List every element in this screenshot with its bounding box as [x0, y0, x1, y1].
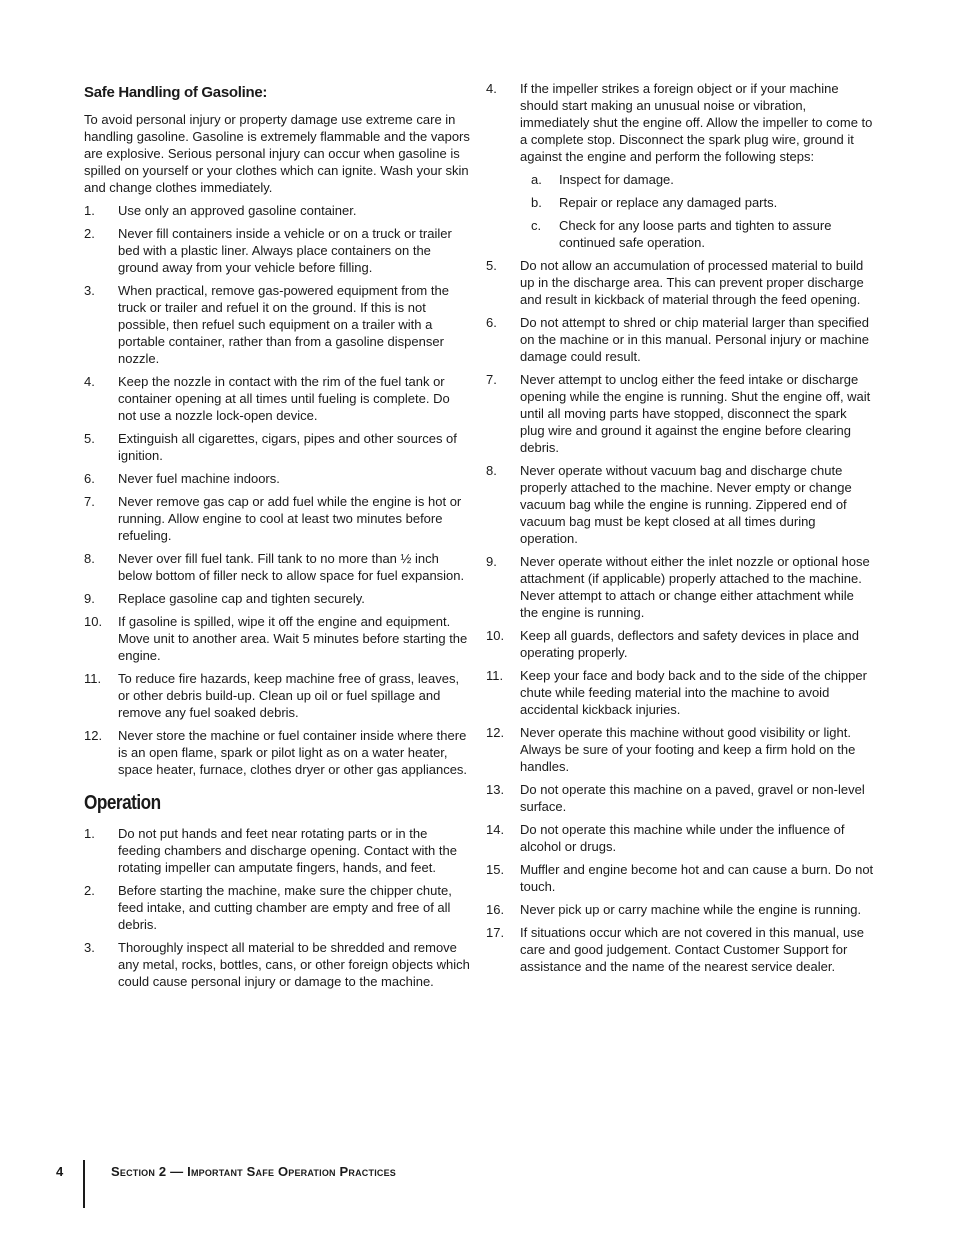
item-number: 8.	[486, 463, 497, 478]
list-item	[84, 493, 470, 544]
item-text: Never attempt to unclog either the feed intake or discharge opening while the engine is running. Shut the engine off, wait until all moving parts have stopped, disconnect the spark plug wire and ground it against the engine before clearing debris.	[520, 372, 871, 455]
item-number: 5.	[84, 431, 95, 446]
item-number: 3.	[84, 283, 95, 298]
item-text: Muffler and engine become hot and can cause a burn. Do not touch.	[520, 862, 874, 894]
item-number: 2.	[84, 226, 95, 241]
footer-divider	[83, 1160, 85, 1208]
list-item	[486, 724, 874, 775]
item-text: Do not put hands and feet near rotating parts or in the feeding chambers and discharge opening. Contact with the rotating impeller can amputate fingers, hands, and feet.	[118, 826, 457, 875]
list-item	[84, 727, 470, 778]
item-text: Do not operate this machine on a paved, gravel or non-level surface.	[520, 782, 865, 814]
list-item	[84, 470, 470, 487]
item-number: 7.	[84, 494, 95, 509]
item-number: 12.	[486, 725, 505, 740]
gasoline-heading: Safe Handling of Gasoline:	[84, 84, 268, 101]
item-text: Never remove gas cap or add fuel while the engine is hot or running. Allow engine to cool at least two minutes before refueling.	[118, 494, 462, 543]
item-text: Never operate without either the inlet nozzle or optional hose attachment (if applicable) properly attached to the machine. Never attempt to attach or change either attachment while the engine is running.	[520, 554, 870, 620]
item-text: Before starting the machine, make sure the chipper chute, feed intake, and cutting chamber are empty and free of all debris.	[118, 883, 452, 932]
gasoline-list	[84, 202, 470, 778]
list-item	[84, 430, 470, 464]
item-number: 11.	[486, 668, 504, 683]
list-item	[84, 590, 470, 607]
item-number: 13.	[486, 782, 505, 797]
page-footer	[56, 1160, 456, 1208]
list-item	[84, 373, 470, 424]
item-number: 15.	[486, 862, 505, 877]
item-number: 3.	[84, 940, 95, 955]
item-number: 1.	[84, 203, 95, 218]
item-number: 16.	[486, 902, 505, 917]
item-text: Do not attempt to shred or chip material larger than specified on the machine or in this manual. Personal injury or machine damage could result.	[520, 315, 870, 364]
list-item	[486, 781, 874, 815]
sub-step-item	[520, 217, 874, 251]
item-text: Use only an approved gasoline container.	[118, 203, 357, 218]
sub-step-list	[520, 171, 874, 251]
list-item	[486, 80, 874, 251]
sub-step-item	[520, 171, 874, 188]
item-text: Never operate this machine without good visibility or light. Always be sure of your footing and keep a firm hold on the handles.	[520, 725, 856, 774]
item-text: If situations occur which are not covered in this manual, use care and good judgement. Contact Customer Support for assistance and the name of the nearest service dealer.	[520, 925, 864, 974]
list-item	[84, 882, 470, 933]
item-number: 9.	[84, 591, 95, 606]
item-text: Do not allow an accumulation of processed material to build up in the discharge area. This can prevent proper discharge and result in kickback of material through the feed opening.	[520, 258, 864, 307]
item-text: Do not operate this machine while under the influence of alcohol or drugs.	[520, 822, 845, 854]
gasoline-intro: To avoid personal injury or property damage use extreme care in handling gasoline. Gasoline is extremely flammable and the vapors are explosive. Serious personal injury can occur when gasoline is spilled on yourself or your clothes which can ignite. Wash your skin and change clothes immediately.	[84, 112, 470, 195]
item-number: 6.	[84, 471, 95, 486]
left-column	[84, 80, 470, 996]
item-number: 8.	[84, 551, 95, 566]
list-item	[84, 613, 470, 664]
item-number: 10.	[84, 614, 103, 629]
list-item	[84, 225, 470, 276]
list-item	[486, 924, 874, 975]
right-column	[486, 80, 874, 981]
item-number: 17.	[486, 925, 505, 940]
item-text: Keep all guards, deflectors and safety devices in place and operating properly.	[520, 628, 859, 660]
item-text: Never store the machine or fuel container inside where there is an open flame, spark or pilot light as on a water heater, space heater, furnace, clothes dryer or other gas appliances.	[118, 728, 468, 777]
item-text: Repair or replace any damaged parts.	[559, 195, 778, 210]
item-number: 6.	[486, 315, 497, 330]
list-item	[84, 825, 470, 876]
item-number: a.	[531, 172, 542, 187]
list-item	[486, 627, 874, 661]
list-item	[486, 821, 874, 855]
item-text: Never fuel machine indoors.	[118, 471, 280, 486]
item-text: To reduce fire hazards, keep machine free of grass, leaves, or other debris build-up. Clean up oil or fuel spillage and remove any fuel soaked debris.	[118, 671, 460, 720]
list-item	[84, 550, 470, 584]
item-number: 2.	[84, 883, 95, 898]
item-text: Keep your face and body back and to the side of the chipper chute while feeding material into the machine to avoid accidental kickback injuries.	[520, 668, 867, 717]
list-item	[486, 861, 874, 895]
item-number: 7.	[486, 372, 497, 387]
item-number: 1.	[84, 826, 95, 841]
item-text: Never pick up or carry machine while the engine is running.	[520, 902, 862, 917]
item-number: b.	[531, 195, 542, 210]
item-number: 12.	[84, 728, 103, 743]
item-number: 14.	[486, 822, 505, 837]
operation-heading: Operation	[84, 792, 161, 814]
item-text: Thoroughly inspect all material to be shredded and remove any metal, rocks, bottles, cans, or other foreign objects which could cause personal injury or damage to the machine.	[118, 940, 470, 989]
item-number: 5.	[486, 258, 497, 273]
list-item	[84, 939, 470, 990]
item-text: Keep the nozzle in contact with the rim of the fuel tank or container opening at all times until fueling is complete. Do not use a nozzle lock-open device.	[118, 374, 450, 423]
sub-step-item	[520, 194, 874, 211]
item-text: Never operate without vacuum bag and discharge chute properly attached to the machine. Never empty or change vacuum bag while the engine is running. Zippered end of vacuum bag must be kept closed at all times during operation.	[520, 463, 852, 546]
item-text: If gasoline is spilled, wipe it off the engine and equipment. Move unit to another area. Wait 5 minutes before starting the engine.	[118, 614, 468, 663]
page-number: 4	[56, 1164, 64, 1179]
list-item	[486, 371, 874, 456]
item-text: Replace gasoline cap and tighten securely.	[118, 591, 365, 606]
list-item	[486, 257, 874, 308]
list-item	[486, 462, 874, 547]
item-number: 4.	[84, 374, 95, 389]
item-number: 10.	[486, 628, 505, 643]
list-item	[84, 670, 470, 721]
operation-list-right	[486, 80, 874, 975]
item-number: 11.	[84, 671, 102, 686]
list-item	[486, 314, 874, 365]
section-title: Section 2 — Important Safe Operation Practices	[111, 1164, 397, 1179]
item-text: Extinguish all cigarettes, cigars, pipes and other sources of ignition.	[118, 431, 457, 463]
item-text: Inspect for damage.	[559, 172, 674, 187]
item-number: 4.	[486, 81, 497, 96]
item-text: Check for any loose parts and tighten to assure continued safe operation.	[559, 218, 832, 250]
list-item	[84, 202, 470, 219]
item-text: Never fill containers inside a vehicle or on a truck or trailer bed with a plastic liner. Always place containers on the ground away from your vehicle before filling.	[118, 226, 452, 275]
item-number: c.	[531, 218, 542, 233]
item-text: If the impeller strikes a foreign object or if your machine should start making an unusual noise or vibration, immediately shut the engine off. Allow the impeller to come to a complete stop. Disconnect the spark plug wire, ground it against the engine and perform the following steps:	[520, 81, 873, 164]
item-text: When practical, remove gas-powered equipment from the truck or trailer and refuel it on the ground. If this is not possible, then refuel such equipment on a trailer with a portable container, rather than from a gasoline dispenser nozzle.	[118, 283, 449, 366]
item-number: 9.	[486, 554, 497, 569]
list-item	[486, 901, 874, 918]
list-item	[486, 553, 874, 621]
list-item	[486, 667, 874, 718]
list-item	[84, 282, 470, 367]
operation-list-left	[84, 825, 470, 990]
item-text: Never over fill fuel tank. Fill tank to no more than ½ inch below bottom of filler neck to allow space for fuel expansion.	[118, 551, 465, 583]
